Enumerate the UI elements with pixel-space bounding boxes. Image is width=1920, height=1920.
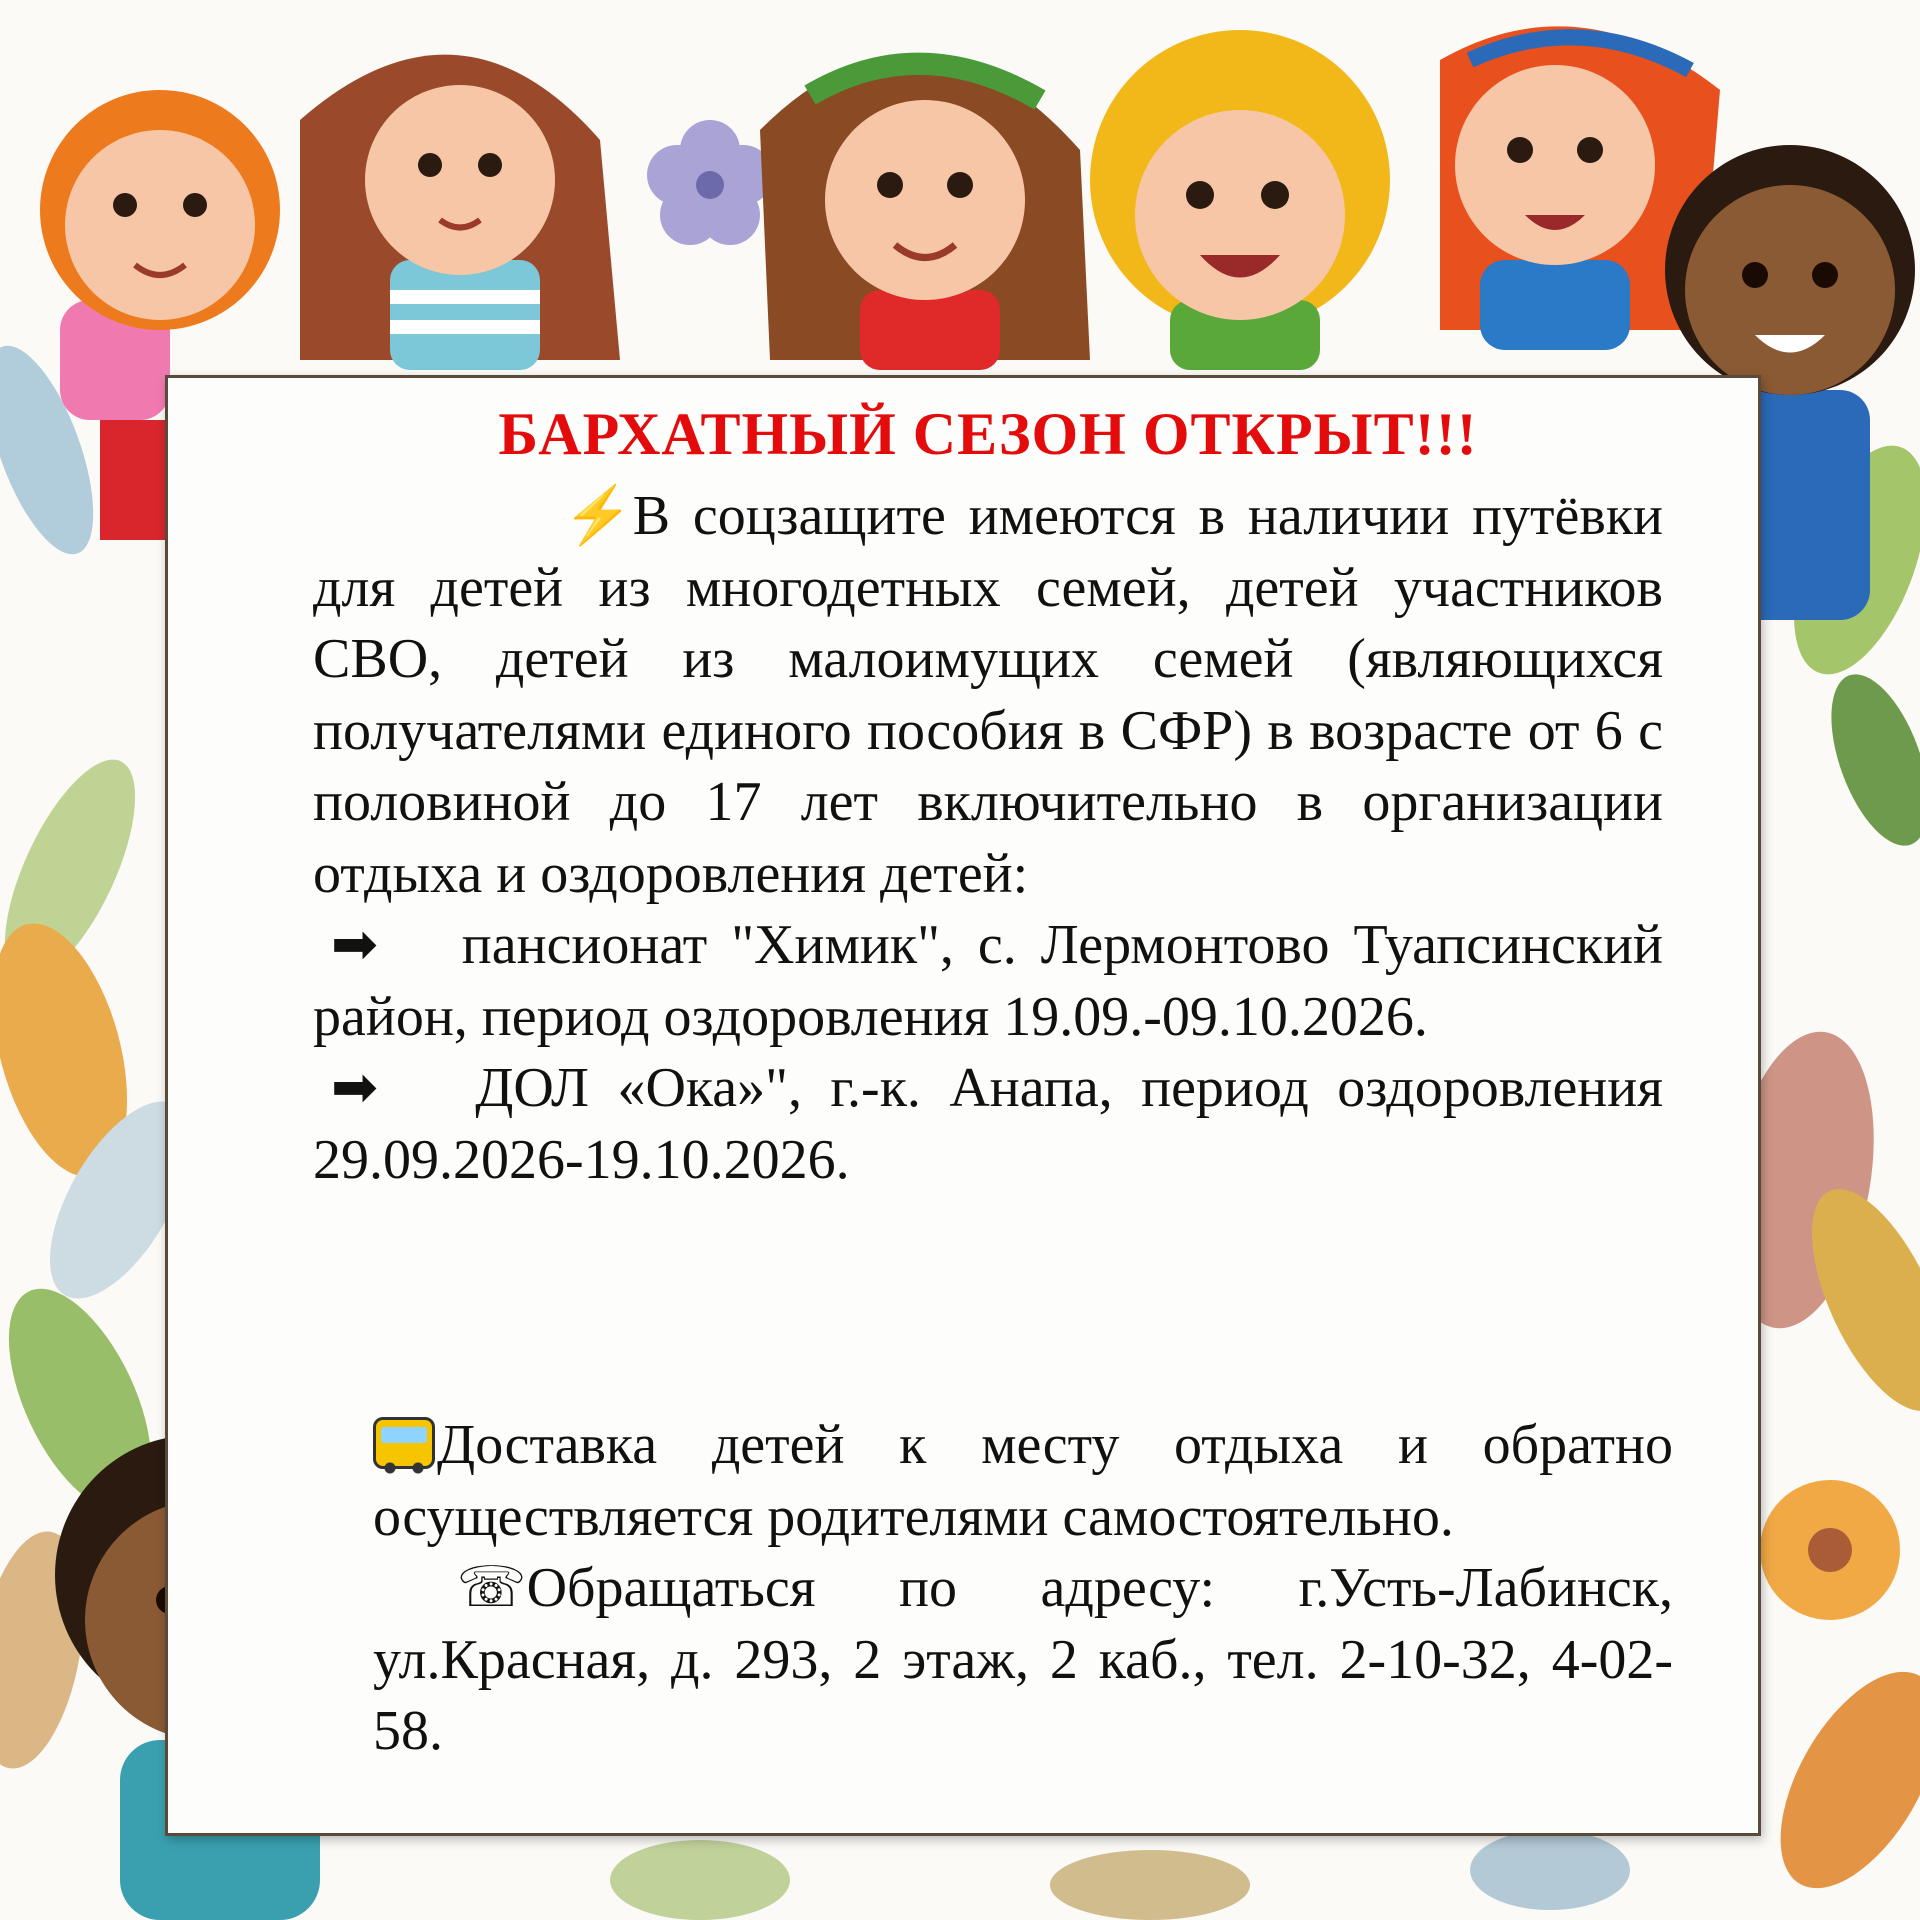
purple-flower [647, 120, 773, 245]
child-2 [300, 55, 620, 370]
intro-paragraph [313, 481, 1663, 910]
contact-paragraph [373, 1553, 1673, 1768]
right-arrow-icon: ➡ [331, 914, 378, 976]
camp-item-1 [313, 910, 1663, 1053]
bus-icon [373, 1417, 435, 1469]
contact-text: Обращаться по адресу: г.Усть-Лабинск, ул.Красная, д. 293, 2 этаж, 2 каб., тел. 2-10-32, 4-02-58. [373, 1557, 1673, 1762]
delivery-text: Доставка детей к месту отдыха и обратно осуществляется родителями самостоятельно. [373, 1414, 1673, 1548]
info-block [373, 1410, 1673, 1768]
camp-item-2 [313, 1053, 1663, 1196]
announcement-title: БАРХАТНЫЙ СЕЗОН ОТКРЫТ!!! [498, 401, 1478, 467]
camp-item-2-text: ДОЛ «Ока»", г.-к. Анапа, период оздоровления 29.09.2026-19.10.2026. [313, 1057, 1664, 1191]
delivery-paragraph [373, 1410, 1673, 1553]
intro-text: В соцзащите имеются в наличии путёвки для детей из многодетных семей, детей участников СВО, детей из малоимущих семей (являющихся получателями единого пособия в СФР) в возрасте от 6 с половиной до 17 лет включительно в организации отдыха и оздоровления детей: [313, 485, 1663, 905]
camp-item-1-text: пансионат "Химик", с. Лермонтово Туапсинский район, период оздоровления 19.09.-09.10.2026. [313, 914, 1664, 1048]
bottom-leaves [610, 1830, 1630, 1920]
child-4 [1090, 30, 1390, 370]
announcement-main [313, 400, 1663, 1196]
child-3 [760, 55, 1090, 370]
right-arrow-icon: ➡ [331, 1057, 378, 1119]
telephone-icon: ☏ [456, 1557, 527, 1619]
high-voltage-icon: ⚡ [563, 485, 633, 547]
